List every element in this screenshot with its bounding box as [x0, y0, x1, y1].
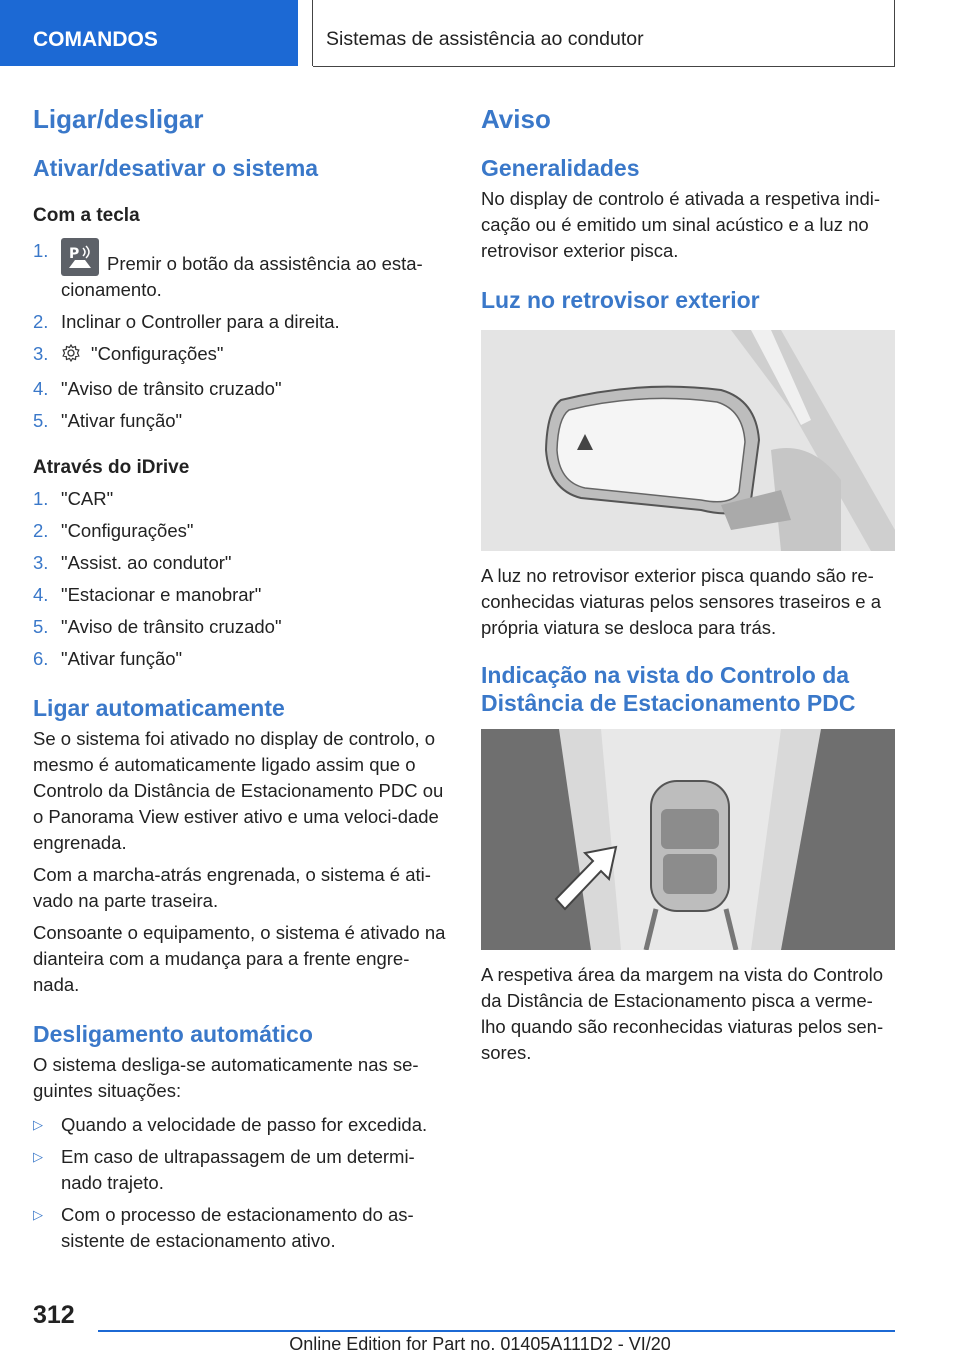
auto-on-paragraph-1: Se o sistema foi ativado no display de controlo, o mesmo é automaticamente ligado assim que o Controlo da Distância de Estacionamento PDC ou o Panorama View estiver ativo e uma veloci-dade engrenada.	[33, 728, 444, 853]
gear-icon	[61, 343, 81, 370]
list-item	[33, 341, 447, 370]
list-item	[33, 646, 447, 672]
heading-activate: Ativar/desativar o sistema	[33, 155, 319, 181]
step-number: 4.	[33, 378, 49, 399]
heading-warning: Aviso	[481, 104, 551, 134]
step-number: 5.	[33, 410, 49, 431]
footer-rule	[98, 1330, 895, 1332]
auto-on-paragraph-2: Com a marcha-atrás engrenada, o sistema é ati-vado na parte traseira.	[33, 864, 431, 911]
bullet-marker: ▷	[33, 1117, 43, 1132]
heading-mirror-light: Luz no retrovisor exterior	[481, 287, 760, 313]
list-item	[33, 1202, 447, 1254]
bullet-text: Quando a velocidade de passo for excedida.	[61, 1114, 428, 1135]
chapter-title: Sistemas de assistência ao condutor	[326, 28, 644, 50]
heading-on-off: Ligar/desligar	[33, 104, 204, 134]
step-text: "Aviso de trânsito cruzado"	[61, 378, 282, 399]
step-text: "Configurações"	[91, 343, 224, 364]
list-item	[33, 1144, 447, 1196]
general-paragraph: No display de controlo é ativada a respetiva indi-cação ou é emitido um sinal acústico e a luz no retrovisor exterior pisca.	[481, 188, 881, 261]
step-text: "Estacionar e manobrar"	[61, 584, 262, 605]
park-assist-button-icon	[61, 238, 99, 276]
step-text: Premir o botão da assistência ao esta-cionamento.	[61, 253, 423, 300]
pdc-caption: A respetiva área da margem na vista do Controlo da Distância de Estacionamento pisca a verme-lho quando são reconhecidas viaturas pelos sen-sores.	[481, 964, 884, 1063]
bullet-marker: ▷	[33, 1149, 43, 1164]
button-steps	[33, 238, 447, 434]
step-number: 3.	[33, 343, 49, 364]
pdc-illustration	[481, 729, 895, 950]
heading-pdc-view: Indicação na vista do Controlo da Distância de Estacionamento PDC	[481, 662, 856, 716]
auto-off-list	[33, 1112, 447, 1254]
step-text: "Ativar função"	[61, 410, 183, 431]
step-text: Inclinar o Controller para a direita.	[61, 311, 340, 332]
step-text: "CAR"	[61, 488, 114, 509]
list-item	[33, 614, 447, 640]
list-item	[33, 550, 447, 576]
step-number: 1.	[33, 240, 49, 261]
list-item	[33, 408, 447, 434]
step-text: "Ativar função"	[61, 648, 183, 669]
heading-auto-on: Ligar automaticamente	[33, 695, 285, 721]
list-item	[33, 486, 447, 512]
list-item	[33, 376, 447, 402]
step-number: 6.	[33, 648, 49, 669]
svg-text:P: P	[69, 246, 80, 262]
step-text: "Assist. ao condutor"	[61, 552, 232, 573]
left-column	[33, 98, 447, 1254]
idrive-steps	[33, 486, 447, 672]
list-item	[33, 1112, 447, 1138]
step-number: 2.	[33, 520, 49, 541]
header-divider	[312, 0, 313, 66]
step-text: "Configurações"	[61, 520, 194, 541]
heading-with-button: Com a tecla	[33, 205, 140, 226]
step-number: 2.	[33, 311, 49, 332]
auto-on-paragraph-3: Consoante o equipamento, o sistema é ativado na dianteira com a mudança para a frente engre-nada.	[33, 922, 446, 995]
heading-idrive: Através do iDrive	[33, 457, 190, 478]
step-number: 4.	[33, 584, 49, 605]
bullet-text: Em caso de ultrapassagem de um determi-nado trajeto.	[61, 1146, 415, 1193]
heading-auto-off: Desligamento automático	[33, 1021, 313, 1047]
section-tab: COMANDOS	[0, 0, 298, 66]
step-number: 5.	[33, 616, 49, 637]
page-number: 312	[33, 1301, 75, 1329]
auto-off-paragraph: O sistema desliga-se automaticamente nas se-guintes situações:	[33, 1054, 419, 1101]
step-number: 1.	[33, 488, 49, 509]
bullet-marker: ▷	[33, 1207, 43, 1222]
mirror-illustration	[481, 330, 895, 551]
list-item	[33, 238, 447, 303]
list-item	[33, 309, 447, 335]
step-number: 3.	[33, 552, 49, 573]
bullet-text: Com o processo de estacionamento do as-sistente de estacionamento ativo.	[61, 1204, 414, 1251]
mirror-caption: A luz no retrovisor exterior pisca quando são re-conhecidas viaturas pelos sensores traseiros e a própria viatura se desloca para trás.	[481, 565, 882, 638]
list-item	[33, 518, 447, 544]
right-column	[481, 98, 895, 1066]
heading-general: Generalidades	[481, 155, 640, 181]
edition-note: Online Edition for Part no. 01405A111D2 - VI/20	[289, 1334, 671, 1354]
step-text: "Aviso de trânsito cruzado"	[61, 616, 282, 637]
list-item	[33, 582, 447, 608]
